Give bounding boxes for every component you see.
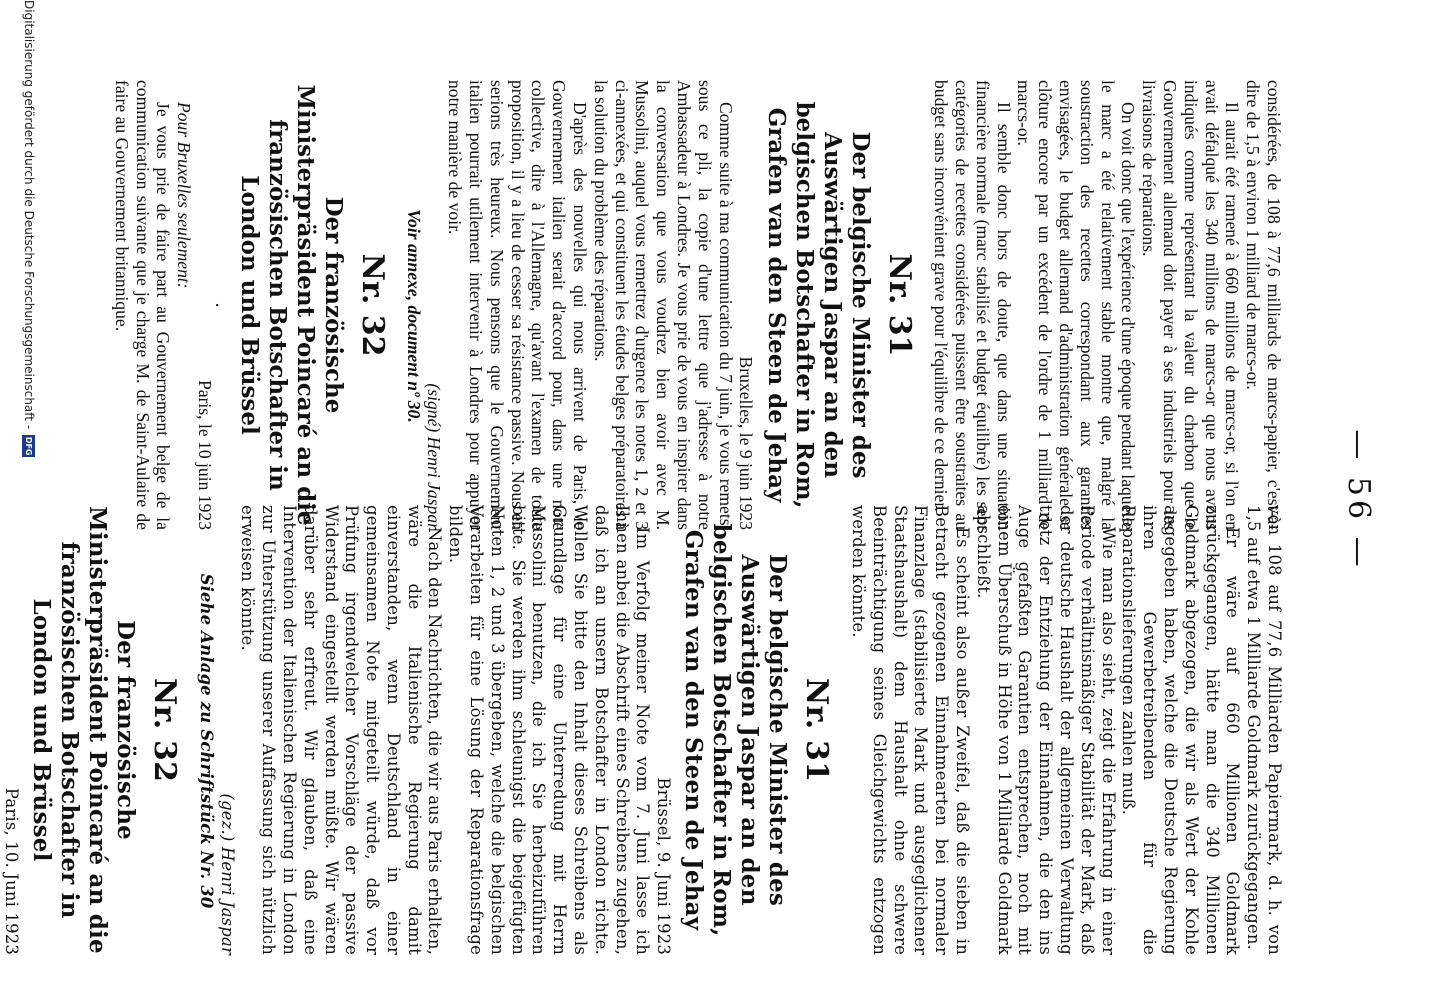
paragraph: Je vous prie de faire part au Gouvernement belge de la communication suivante que je charge M. de Saint-Aulaire de faire au Gouvernement britannique. bbox=[111, 80, 174, 530]
credit-text: Digitalisierung gefördert durch die Deutsche Forschungsgemeinschaft - bbox=[22, 0, 36, 430]
paragraph: considérées, de 108 à 77,6 milliards de marcs-papier, c'est-à-dire de 1,5 à environ 1 milliard de marcs-or. bbox=[1243, 80, 1284, 530]
signature: (signé) Henri Jaspar bbox=[424, 383, 445, 530]
annex-reference: Siehe Anlage zu Schriftstück Nr. 30 bbox=[196, 573, 216, 909]
paragraph: Il semble donc hors de doute, que dans une situation financière normale (marc stabilisé et budget équilibré) les sept catégories de recettes considérées puissent être soustraites au budget sans inconvénient grave pour l'équilibre de ce dernier. bbox=[931, 80, 1014, 530]
paragraph: von 108 auf 77,6 Milliarden Papiermark, d. h. von 1,5 auf etwa 1 Milliarde Goldmark zurückgegangen. bbox=[1244, 505, 1284, 955]
paragraph: Comme suite à ma communication du 7 juin, je vous remets, sous ce pli, la copie d'une lettre que j'adresse à notre Ambassadeur à Londres. Je vous prie de vous en inspirer dans la conversation que vous voudrez bien avoir avec M. Mussolini, auquel vous remettrez d'urgence les notes 1, 2 et 3 ci-annexées, et qui constituent les études belges préparatoires à la solution du problème des réparations. bbox=[590, 80, 736, 530]
signature: (gez.) Henri Jaspar bbox=[217, 793, 237, 955]
page-number: — 56 — bbox=[1341, 429, 1376, 571]
paragraph: Im Verfolg meiner Note vom 7. Juni lasse ich Ihnen anbei die Abschrift eines Schreibens zugehen, daß ich an unsern Botschafter in London richte. Wollen Sie bitte den Inhalt dieses Schreibens als Grundlage für eine Unterredung mit Herrn Mussolini benutzen, die ich Sie herbeizuführen bitte. Sie werden ihm schleunigst die beigefügten Noten 1, 2 und 3 übergeben, welche die belgischen Vorarbeiten für eine Lösung der Reparationsfrage bilden. bbox=[446, 505, 653, 955]
dfg-logo: DFG bbox=[24, 436, 34, 456]
paragraph: D'après des nouvelles qui nous arrivent de Paris, le Gouvernement italien serait d'accord pour, dans une note collective, dire à l'Allemagne, qu'avant l'examen de toute proposition, il y a lieu de cesser sa résistance passive. Nous en serions très heureux. Nous pensons que le Gouvernement italien pourrait utilement intervenir à Londres pour appuyer notre manière de voir. bbox=[445, 80, 591, 530]
paragraph: Il aurait été ramené à 660 millions de marcs-or, si l'on en avait défalqué les 340 millions de marcs-or que nous avons indiqués comme représentant la valeur du charbon que le Gouvernement allemand doit payer à ses industriels pour les livraisons de réparations. bbox=[1139, 80, 1243, 530]
digitization-credit bbox=[22, 0, 36, 1000]
document-number: Nr. 31 bbox=[882, 253, 918, 357]
french-column bbox=[111, 80, 1284, 530]
german-column bbox=[0, 505, 1284, 955]
document-heading: Der französische Ministerpräsident Poincaré an die französischen Botschafter in London und Brüssel bbox=[235, 84, 347, 526]
document-number: Nr. 32 bbox=[354, 253, 390, 357]
paragraph: Es scheint also außer Zweifel, daß die sieben in Betracht gezogenen Einnahmearten bei normaler Finanzlage (stabilisierte Mark und ausgeglichener Staatshaushalt) dem Haushalt ohne schwere Beeinträchtigung seines Gleichgewichts entzogen werden könnte. bbox=[849, 505, 973, 955]
document-number: Nr. 31 bbox=[799, 677, 835, 783]
dateline: Paris, le 10 juin 1923 bbox=[194, 379, 215, 530]
document-heading: Der belgische Minister des Auswärtigen Jaspar an den belgischen Botschafter in Rom, Grafen van den Steen de Jehay bbox=[763, 101, 875, 509]
paragraph: Pour Bruxelles seulement: bbox=[174, 102, 195, 289]
dateline: Paris, 10. Juni 1923 bbox=[1, 787, 21, 955]
paragraph: Wie man also sieht, zeigt die Erfahrung in einer Periode verhältnismäßiger Stabilität der Mark, daß der deutsche Haushalt der allgemeinen Verwaltung trotz der Entziehung der Einnahmen, die den ins Auge gefaßten Garantien entsprechen, noch mit einem Überschuß in Höhe von 1 Milliarde Goldmark abschließt. bbox=[973, 505, 1118, 955]
document-heading: Der belgische Minister des Auswärtigen Jaspar an den belgischen Botschafter in Rom, Grafen van den Steen de Jehay bbox=[680, 523, 792, 937]
paragraph: Er wäre auf 660 Millionen Goldmark zurückgegangen, hätte man die 340 Millionen Goldmark abgezogen, die wir als Wert der Kohle angegeben haben, welche die Deutsche Regierung ihren Gewerbetreibenden für die Reparationslieferungen zahlen muß. bbox=[1119, 505, 1243, 955]
paragraph: On voit donc que l'expérience d'une époque pendant laquelle le marc a été relativement stable montre que, malgré la soustraction des recettes correspondant aux garanties envisagées, le budget allemand d'administration générale se clôture encore par un excédent de l'ordre de 1 milliard de marcs-or. bbox=[1014, 80, 1139, 530]
paragraph: Nach den Nachrichten, die wir aus Paris erhalten, wäre die Italienische Regierung damit einverstanden, wenn Deutschland in einer gemeinsamen Note mitgeteilt würde, daß vor Prüfung irgendwelcher Vorschläge der passive Widerstand eingestellt werden müßte. Wir wären darüber sehr erfreut. Wir glauben, daß eine Intervention der Italienischen Regierung in London zur Unterstützung unserer Auffassung sich nützlich erweisen könnte. bbox=[238, 505, 445, 955]
separator-dot: . bbox=[210, 302, 233, 308]
annex-reference: Voir annexe, document nº 30. bbox=[403, 209, 424, 423]
document-heading: Der französische Ministerpräsident Poincaré an die französischen Botschafter in London und Brüssel bbox=[27, 506, 139, 954]
document-number: Nr. 32 bbox=[146, 677, 182, 783]
dateline: Bruxelles, le 9 juin 1923 bbox=[736, 356, 757, 530]
dateline: Brüssel, 9. Juni 1923 bbox=[654, 777, 674, 955]
